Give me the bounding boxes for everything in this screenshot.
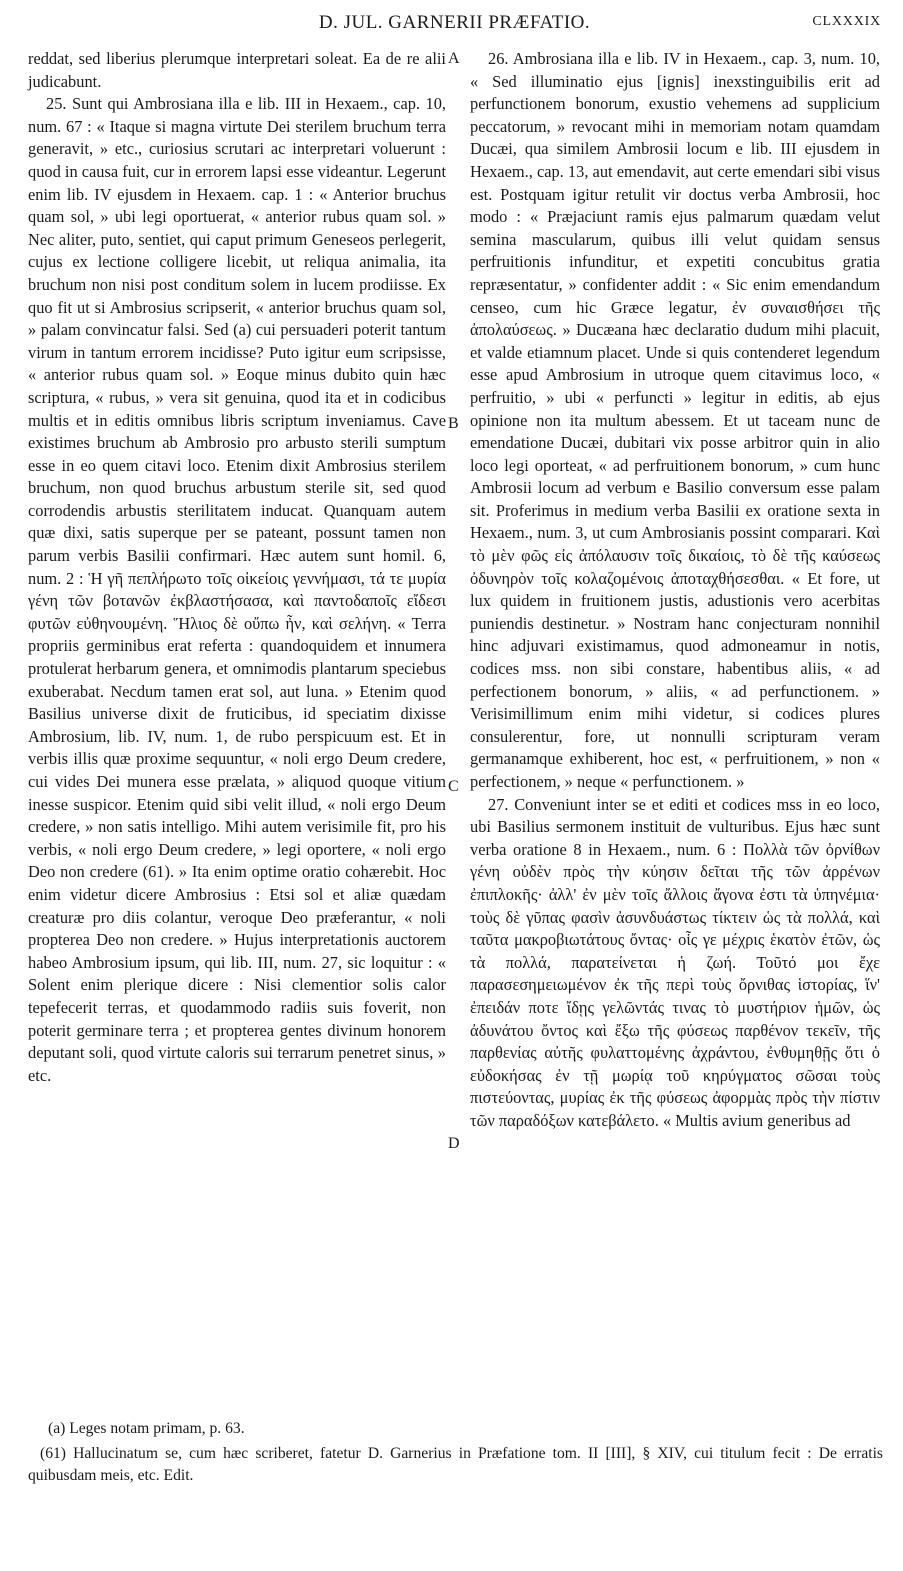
margin-letter-a: A — [448, 50, 460, 67]
margin-letter-b: B — [448, 415, 459, 432]
running-title: D. JUL. GARNERII PRÆFATIO. — [318, 12, 591, 33]
footnote-61: (61) Hallucinatum se, cum hæc scriberet, fatetur D. Garnerius in Præfatione tom. II [III], § XIV, cui titulum fecit : De erratis quibusdam meis, etc. Edit. — [28, 1444, 883, 1485]
left-column — [28, 48, 446, 1087]
footnote-a: (a) Leges notam primam, p. 63. — [48, 1420, 245, 1437]
margin-letter-c: C — [448, 778, 459, 795]
right-column — [470, 48, 880, 1133]
paragraph-24-continuation: reddat, sed liberius plerumque interpretari soleat. Ea de re alii judicabunt. — [28, 49, 446, 91]
paragraph-26: 26. Ambrosiana illa e lib. IV in Hexaem., cap. 3, num. 10, « Sed illuminatio ejus [ignis] inexstinguibilis erit ad perfunctionem bonorum, exustio vehemens ad supplicium peccatorum, » revocant mihi in memoriam notam quamdam Ducæi, qua similem Ambrosii locum e lib. III ejusdem in Hexaem., cap. 13, aut emendavit, aut certe emendari sibi visus est. Postquam igitur retulit vir doctus verba Ambrosii, hoc modo : « Præjaciunt ramis ejus palmarum quædam velut semina mascularum, quibus illi velut quidam sensus perfruitionis infunditur, et expetiti concubitus gratia repræsentatur, » confidenter addit : « Sic enim emendandum censeo, cum hic Græce legatur, ἐν συναισθήσει τῆς ἀπολαύσεως. » Ducæana hæc declaratio dudum mihi placuit, et valde etiamnum placet. Unde si quis contenderet legendum esse apud Ambrosium in utroque quem citavimus loco, « perfruitio, » ubi « perfuncti » legitur in editis, ab ejus opinione non ita multum abessem. Et ut taceam nunc de emendatione Ducæi, dubitari vix posse arbitror quin in alio loco legi oporteat, « ad perfruitionem bonorum, » cum hunc Ambrosii locum ad verbum e Basilio conversum esse palam sit. Proferimus in medium verba Basilii ex oratione sexta in Hexaem., num. 3, ut cum Ambrosianis possint comparari. Καὶ τὸ μὲν φῶς εἰς ἀπόλαυσιν τοῖς δικαίοις, τὸ δὲ τῆς καύσεως ὀδυνηρὸν τοῖς κολαζομένοις ἀποταχθήσεσθαι. « Et fore, ut lux quidem in fruitionem justis, adustionis vero acerbitas puniendis destinetur. » Nostram hanc conjecturam nonnihil hinc adjuvari existimamus, quod admoneamur in notis, codices mss. non sibi constare, habentibus aliis, « ad perfectionem bonorum, » aliis, « ad perfunctionem. » Verisimillimum enim mihi videtur, si codices plures consulerentur, fore, ut nonnulli scripturam veram germanamque exhiberent, hoc est, « perfruitionem, » non « perfectionem, » neque « perfunctionem. » — [470, 49, 880, 791]
paragraph-25: 25. Sunt qui Ambrosiana illa e lib. III in Hexaem., cap. 10, num. 67 : « Itaque si magna virtute Dei sterilem bruchum terra generavit, » etc., curiosius scrutari ac interpretari voluerunt : quod in causa fuit, cur in errorem lapsi esse videantur. Legerunt enim lib. IV ejusdem in Hexaem. cap. 1 : « Anterior bruchus quam sol, » ubi legi oportuerat, « anterior rubus quam sol. » Nec aliter, puto, sentiet, qui caput primum Geneseos perlegerit, cujus ex lectione colligere licebit, ut reliqua animalia, ita bruchum non nisi post conditum solem in lucem prodiisse. Ex quo fit ut si Ambrosius scripserit, « anterior bruchus quam sol, » palam convincatur falsi. Sed (a) cui persuaderi poterit tantum virum in tantum errorem incidisse? Puto igitur eum scripsisse, « anterior rubus quam sol. » Eoque minus dubito quin hæc scriptura, « rubus, » vera sit genuina, quod ita et in codicibus multis et in editis omnibus libris scriptum inveniamus. Cave existimes bruchum ab Ambrosio pro arbusto sterili sumptum esse in eo quem citavi loco. Etenim dixit Ambrosius sterilem bruchum, non quod bruchus arbustum sterile sit, sed quod corrodendis arbustis sterilitatem inducat. Quanquam autem quæ dixi, satis superque per se pateant, possunt tamen non parum verbis Basilii confirmari. Hæc autem sunt homil. 6, num. 2 : Ἡ γῆ πεπλήρωτο τοῖς οἰκείοις γεννήμασι, τά τε μυρία γένη τῶν βοτανῶν ἐκβλαστήσασα, καὶ παντοδαποῖς εἴδεσι φυτῶν εὐθηνουμένη. Ἥλιος δὲ οὔπω ἦν, καὶ σελήνη. « Terra propriis germinibus erat referta : quandoquidem et innumera protulerat herbarum genera, et omnimodis plantarum speciebus exuberabat. Necdum tamen erat sol, aut luna. » Etenim quod Basilius universe dixit de fruticibus, id speciatim dixisse Ambrosium, lib. IV, num. 1, de rubo perspicuum est. Et in verbis illis quæ proxime sequuntur, « noli ergo Deum credere, cui vides Dei munera esse prælata, » aliquod quoque vitium inesse suspicor. Etenim quid sibi velit illud, « noli ergo Deum credere, » non satis intelligo. Mihi autem verisimile fit, pro his verbis, « noli ergo Deum credere, » legi oportere, « noli ergo Deo non credere (61). » Ita enim optime oratio cohærebit. Hoc enim videtur dicere Ambrosius : Etsi sol et aliæ quædam creaturæ pro diis colantur, veroque Deo præferantur, « noli propterea Deo non credere. » Hujus interpretationis auctorem habeo Ambrosium ipsum, qui lib. III, num. 27, sic loquitur : « Solent enim plerique dicere : Nisi clementior solis calor tepefecerit terras, et quodammodo radiis suis foverit, non poterit germinare terra ; et propterea gentes divinum honorem deputant soli, quod virtute caloris sui terrarum penetret sinus, » etc. — [28, 94, 446, 1085]
footnotes — [28, 1418, 883, 1490]
page-number: CLXXXIX — [812, 14, 881, 29]
margin-letter-d: D — [448, 1135, 460, 1152]
paragraph-27: 27. Conveniunt inter se et editi et codices mss in eo loco, ubi Basilius sermonem instituit de vulturibus. Ejus hæc sunt verba oratione 8 in Hexaem., num. 6 : Πολλὰ τῶν ὀρνίθων γένη οὐδὲν πρὸς τὴν κύησιν δεῖται τῆς τῶν ἀρρένων ἐπιπλοκῆς· ἀλλ' ἐν μὲν τοῖς ἄλλοις ἄγονα ἐστι τὰ ὑπηνέμια· τοὺς δὲ γῦπας φασὶν ἀσυνδυάστως τίκτειν ὡς τὰ πολλά, καὶ ταῦτα μακροβιωτάτους ὄντας· οἷς γε μέχρις ἑκατὸν ἐτῶν, ὡς τὰ πολλά, παρατείνεται ἡ ζωή. Τοῦτό μοι ἔχε παρασεσημειωμένον ἐκ τῆς περὶ τοὺς ὄρνιθας ἱστορίας, ἵν' ἐπειδάν ποτε ἴδῃς γελῶντάς τινας τὸ μυστήριον ἡμῶν, ὡς ἀδυνάτου ὄντος καὶ ἔξω τῆς φύσεως παρθένον τεκεῖν, τῆς παρθενίας αὐτῆς φυλαττομένης ἀχράντου, ἐνθυμηθῇς ὅτι ὁ εὐδοκήσας ἐν τῇ μωρίᾳ τοῦ κηρύγματος σῶσαι τοὺς πιστεύοντας, μυρίας ἐκ τῆς φύσεως ἀφορμὰς πρὸς τὴν πίστιν τῶν παραδόξων κατεβάλετο. « Multis avium generibus ad — [470, 794, 880, 1130]
running-header — [28, 8, 881, 38]
